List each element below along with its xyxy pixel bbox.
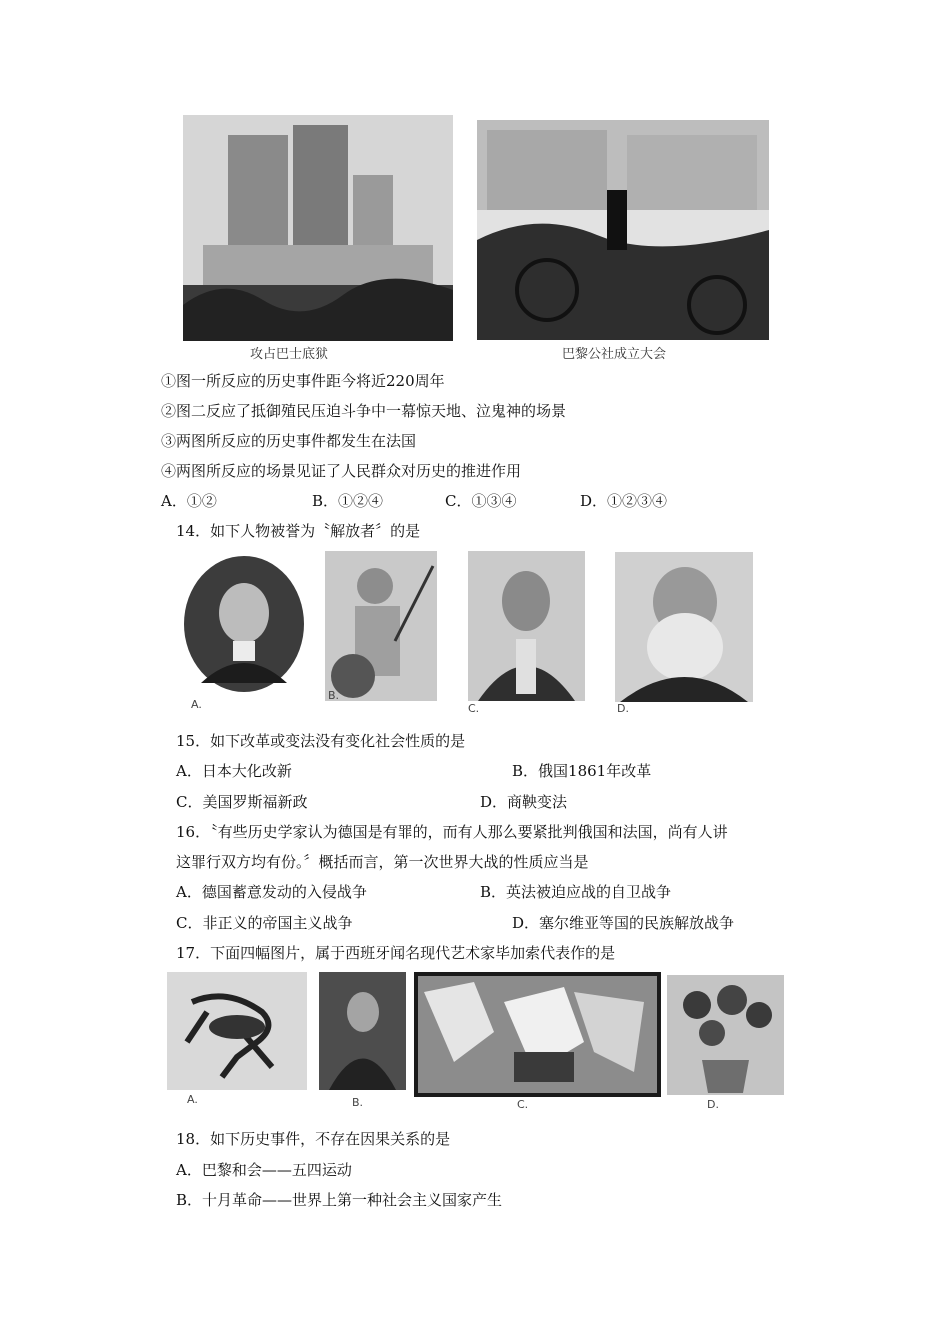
q17-label-c: C.: [517, 1098, 529, 1111]
q17-label-a: A.: [187, 1093, 198, 1106]
q15-stem: 15．如下改革或变法没有变化社会性质的是: [176, 732, 466, 750]
statement-2: ②图二反应了抵御殖民压迫斗争中一幕惊天地、泣鬼神的场景: [161, 402, 567, 420]
figure-1-caption: 攻占巴士底狱: [250, 347, 329, 362]
q14-label-b: B.: [328, 689, 340, 702]
q16-stem-line-2: 这罪行双方均有份。〞概括而言，第一次世界大战的性质应当是: [176, 853, 589, 871]
q14-label-a: A.: [191, 698, 202, 711]
paris-commune-image: [477, 120, 769, 340]
guernica-image: [414, 972, 661, 1097]
q16-stem-line-1: 16．〝有些历史学家认为德国是有罪的，而有人那么要紧批判俄国和法国，尚有人讲: [176, 823, 728, 841]
q16-option-c: C．非正义的帝国主义战争: [176, 914, 353, 932]
q15-option-d: D．商鞅变法: [480, 793, 568, 811]
statement-3: ③两图所反应的历史事件都发生在法国: [161, 432, 417, 450]
q15-option-a: A．日本大化改新: [176, 762, 292, 780]
q13-option-a: A．①②: [161, 492, 217, 510]
q14-label-c: C.: [468, 702, 480, 715]
q16-option-d: D．塞尔维亚等国的民族解放战争: [512, 914, 735, 932]
figure-2-caption: 巴黎公社成立大会: [562, 347, 667, 362]
q18-option-b: B．十月革命——世界上第一种社会主义国家产生: [176, 1191, 503, 1209]
q14-label-d: D.: [617, 702, 629, 715]
q17-stem: 17．下面四幅图片，属于西班牙闻名现代艺术家毕加索代表作的是: [176, 944, 616, 962]
napoleon-portrait-image: [181, 553, 307, 696]
q17-label-b: B.: [352, 1096, 364, 1109]
q15-option-c: C．美国罗斯福新政: [176, 793, 308, 811]
sunflowers-image: [667, 975, 784, 1095]
warrior-woman-image: [325, 551, 437, 701]
mona-lisa-image: [319, 972, 406, 1090]
galloping-horse-image: [167, 972, 307, 1090]
q16-option-a: A．德国蓄意发动的入侵战争: [176, 883, 367, 901]
q16-option-b: B．英法被迫应战的自卫战争: [480, 883, 672, 901]
statement-1: ①图一所反应的历史事件距今将近220周年: [161, 372, 445, 390]
q13-option-c: C．①③④: [445, 492, 517, 510]
q15-option-b: B．俄国1861年改革: [512, 762, 652, 780]
statement-4: ④两图所反应的场景见证了人民群众对历史的推进作用: [161, 462, 522, 480]
bastille-storming-image: [183, 115, 453, 341]
bolivar-portrait-image: [468, 551, 585, 701]
q18-option-a: A．巴黎和会——五四运动: [176, 1161, 352, 1179]
q18-stem: 18．如下历史事件，不存在因果关系的是: [176, 1130, 451, 1148]
marx-portrait-image: [615, 552, 753, 702]
q14-stem: 14．如下人物被誉为〝解放者〞的是: [176, 522, 421, 540]
q13-option-d: D．①②③④: [580, 492, 668, 510]
q13-option-b: B．①②④: [312, 492, 384, 510]
q17-label-d: D.: [707, 1098, 719, 1111]
